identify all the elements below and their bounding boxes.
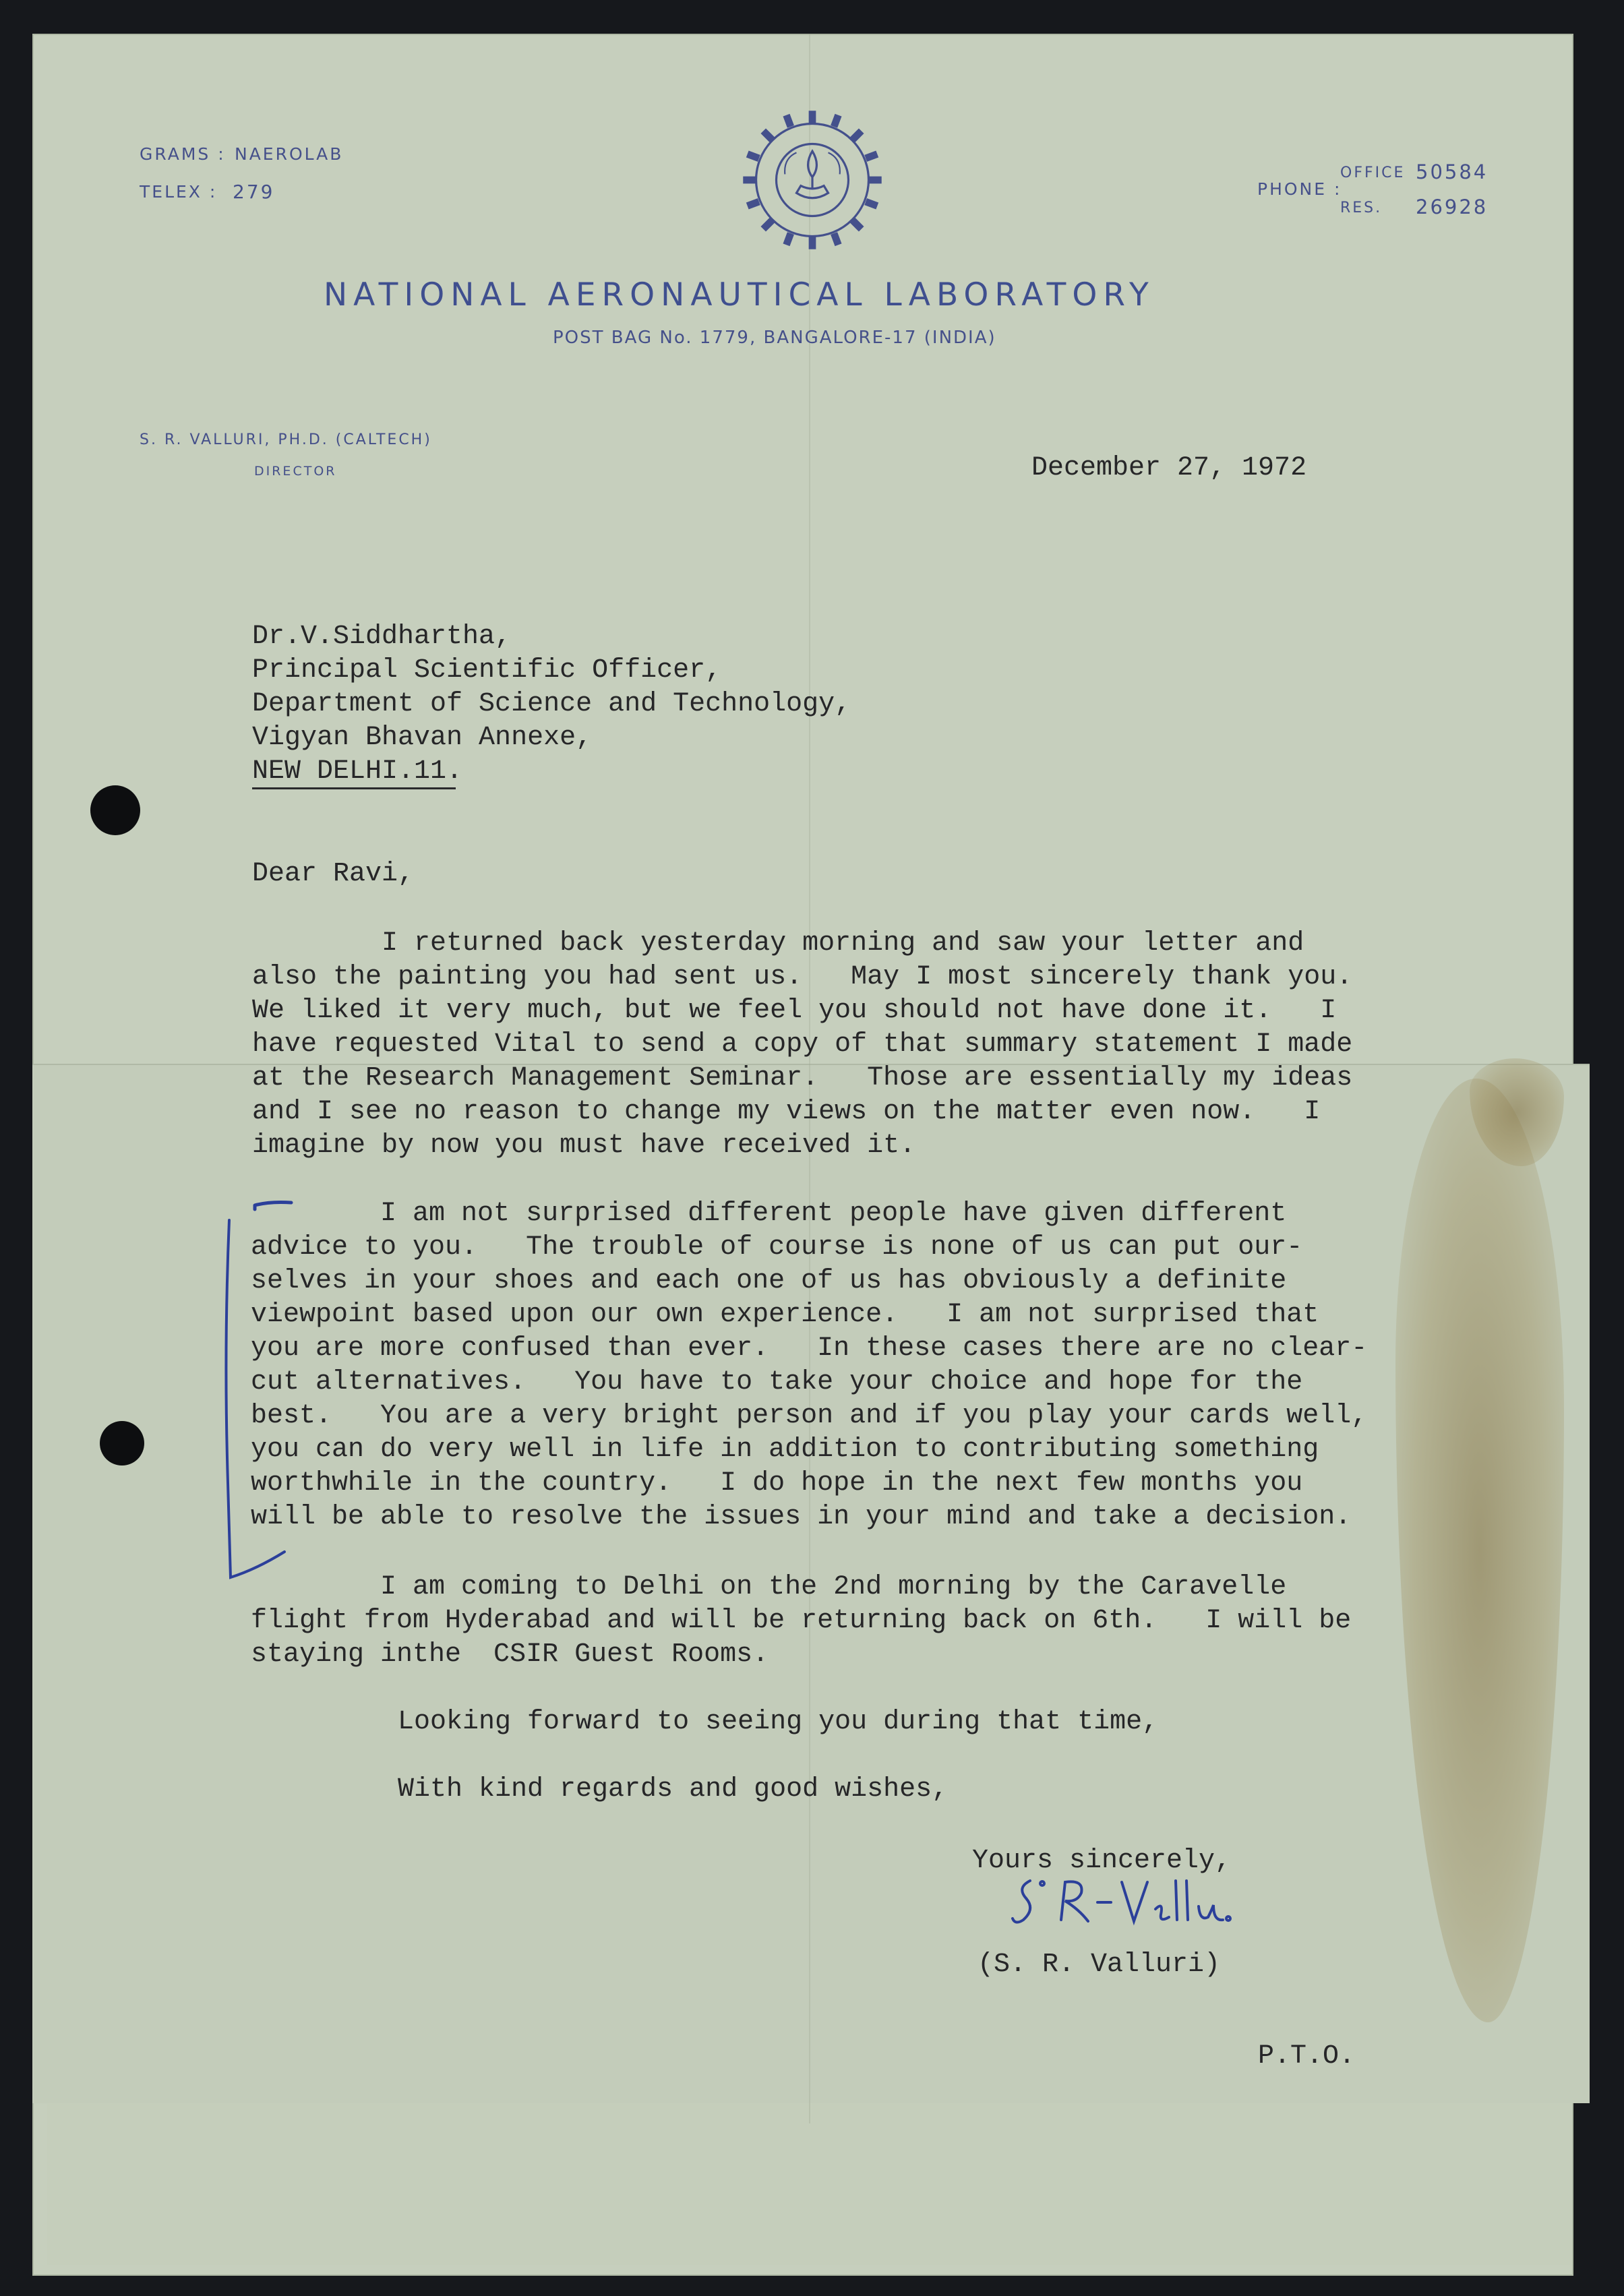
recipient-city: NEW DELHI.11.	[252, 756, 463, 787]
director-title: DIRECTOR	[254, 464, 337, 479]
grams-value: NAEROLAB	[235, 144, 344, 164]
body-line: advice to you. The trouble of course is none of us can put our-	[251, 1232, 1303, 1263]
handwritten-signature	[1003, 1867, 1239, 1941]
body-line: viewpoint based upon our own experience. I am not surprised that	[251, 1300, 1319, 1330]
body-line: at the Research Management Seminar. Those are essentially my ideas	[252, 1063, 1353, 1093]
office-label: OFFICE	[1340, 164, 1406, 181]
recipient-line: Dr.V.Siddhartha,	[252, 622, 512, 652]
signatory-name: (S. R. Valluri)	[978, 1950, 1221, 1980]
telex-value: 279	[233, 181, 275, 203]
body-line: I returned back yesterday morning and saw your letter and	[252, 928, 1304, 959]
recipient-line: Vigyan Bhavan Annexe,	[252, 723, 593, 753]
body-line: best. You are a very bright person and if you play your cards well,	[251, 1401, 1368, 1431]
body-line: worthwhile in the country. I do hope in the next few months you	[251, 1468, 1303, 1499]
body-line: We liked it very much, but we feel you should not have done it. I	[252, 996, 1337, 1026]
valediction: Yours sincerely,	[972, 1846, 1232, 1876]
telex-label: TELEX :	[140, 182, 218, 202]
body-line: have requested Vital to send a copy of that summary statement I made	[252, 1029, 1353, 1060]
res-number: 26928	[1416, 195, 1488, 218]
body-line: cut alternatives. You have to take your choice and hope for the	[251, 1367, 1303, 1397]
recipient-city-underline	[252, 787, 456, 789]
body-line: you can do very well in life in addition to contributing something	[251, 1434, 1319, 1465]
body-line: imagine by now you must have received it.	[252, 1130, 916, 1161]
body-line: and I see no reason to change my views on the matter even now. I	[252, 1097, 1321, 1127]
pto-note: P.T.O.	[1258, 2041, 1356, 2072]
organization-name: NATIONAL AERONAUTICAL LABORATORY	[324, 276, 1155, 313]
punch-hole-lower	[100, 1421, 144, 1466]
office-number: 50584	[1416, 160, 1488, 183]
body-line: you are more confused than ever. In these cases there are no clear-	[251, 1333, 1368, 1364]
closing-line: With kind regards and good wishes,	[398, 1774, 949, 1805]
punch-hole-upper	[90, 785, 140, 835]
body-line: flight from Hyderabad and will be returning back on 6th. I will be	[251, 1606, 1352, 1636]
letter-date: December 27, 1972	[1031, 453, 1307, 483]
closing-line: Looking forward to seeing you during that time,	[398, 1707, 1159, 1737]
salutation: Dear Ravi,	[252, 859, 415, 889]
body-line: I am not surprised different people have given different	[251, 1199, 1287, 1229]
body-line: also the painting you had sent us. May I most sincerely thank you.	[252, 962, 1353, 992]
body-line: selves in your shoes and each one of us has obviously a definite	[251, 1266, 1287, 1296]
res-label: RES.	[1340, 200, 1383, 216]
organization-address: POST BAG No. 1779, BANGALORE-17 (INDIA)	[553, 328, 996, 348]
body-line: I am coming to Delhi on the 2nd morning by the Caravelle	[251, 1572, 1287, 1602]
body-line: will be able to resolve the issues in your mind and take a decision.	[251, 1502, 1352, 1532]
body-line: staying inthe CSIR Guest Rooms.	[251, 1639, 769, 1670]
recipient-line: Department of Science and Technology,	[252, 689, 851, 719]
director-name: S. R. VALLURI, PH.D. (CALTECH)	[140, 431, 432, 448]
csir-seal-icon	[740, 108, 884, 252]
recipient-line: Principal Scientific Officer,	[252, 655, 722, 686]
letter-sheet-bottom-edge	[47, 2103, 1571, 2265]
grams-label: GRAMS :	[140, 144, 226, 164]
phone-label: PHONE :	[1257, 179, 1342, 199]
